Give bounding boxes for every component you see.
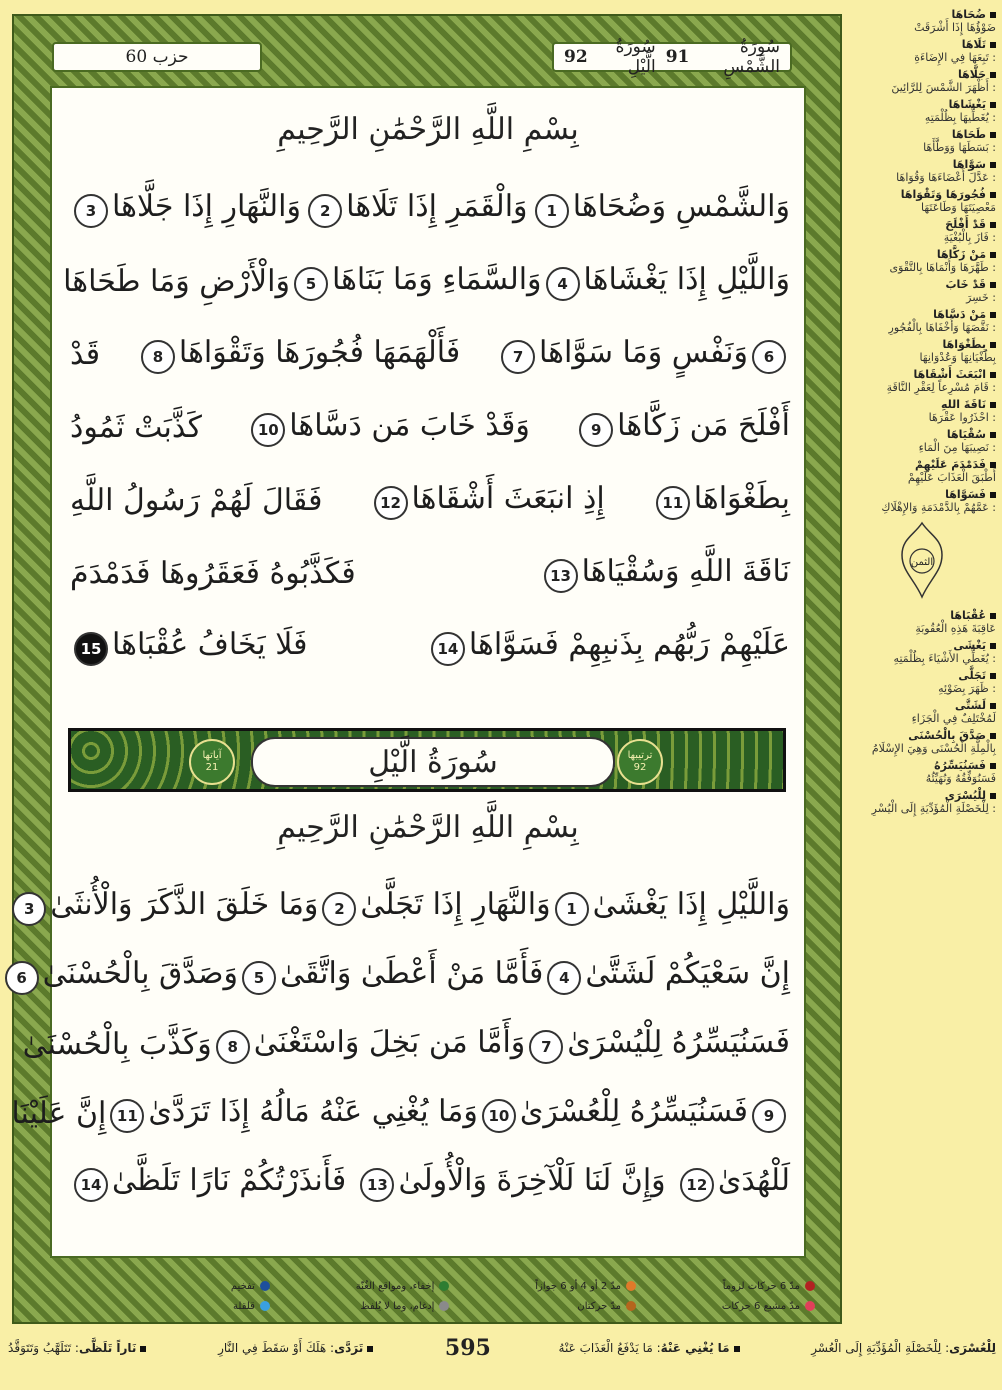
verse-text: وَكَذَّبَ بِالْحُسْنَىٰ [22, 1027, 212, 1062]
verse-segment [356, 1163, 665, 1202]
verse-segment [543, 956, 790, 995]
glossary-definition: : يُغَطِّي الأَشْيَاءَ بِظُلْمَتِهِ [893, 652, 996, 665]
ayah-number-marker: 6 [5, 961, 39, 995]
ayah-number-marker: 14 [431, 632, 465, 666]
thumn-ornament-icon [892, 521, 952, 601]
ayah-number-marker: 12 [374, 486, 408, 520]
glossary-word: قَدْ خَابَ [945, 278, 986, 291]
ayah-number-marker: 12 [680, 1168, 714, 1202]
verse-text: وَأَمَّا مَن بَخِلَ وَاسْتَغْنَىٰ [253, 1025, 526, 1060]
glossary-definition: بِطُغْيَانِهَا وَعُدْوَانِهَا [919, 351, 996, 364]
legend-color-dot [626, 1301, 636, 1311]
glossary-word: فَدَمْدَمَ عَلَيْهِمْ [915, 458, 986, 471]
verse-text: وَاللَّيْلِ إِذَا يَغْشَاهَا [583, 262, 790, 297]
hizb-label [52, 42, 262, 72]
verse-segment [1, 956, 238, 995]
glossary-definition: : عَدَّلَ أَعْضَاءَهَا وَقُوَاهَا [896, 171, 996, 184]
verse-text: فَسَنُيَسِّرُهُ لِلْيُسْرَىٰ [567, 1025, 790, 1060]
ayah-number-marker: 10 [482, 1099, 516, 1133]
footer-gloss-2: مَا يُغْنِي عَنْهُ: مَا يَدْفَعُ الْعَذَابَ عَنْهُ [559, 1341, 744, 1355]
glossary-word: تَلَاهَا [961, 38, 986, 51]
lail-line [16, 941, 790, 1010]
verse-text: أَفْلَحَ مَن زَكَّاهَا [617, 408, 790, 443]
glossary-definition: : قَامَ مُسْرِعاً لِعَقْرِ النَّاقَةِ [886, 381, 996, 394]
glossary-word: نَاقَةَ اللهِ [940, 398, 986, 411]
ayah-number-marker: 7 [501, 340, 535, 374]
legend-label: مدّ مشبع 6 حركات [721, 1300, 800, 1312]
glossary-entry [848, 609, 996, 636]
glossary-word: فَسَنُيَسِّرُهُ [934, 759, 986, 772]
legend-label: مدّ 6 حركات لزوماً [722, 1280, 800, 1292]
legend-label: إخفاء، ومواقع الغُنّة [355, 1280, 435, 1292]
glossary-word: لَشَتَّى [955, 699, 986, 712]
verse-text: فَأَلْهَمَهَا فُجُورَهَا وَتَقْوَاهَا [178, 335, 461, 370]
ayah-number-marker: 4 [546, 267, 580, 301]
verse-text: وَالنَّهَارِ إِذَا تَجَلَّىٰ [360, 887, 551, 922]
glossary-definition: : نَقَّصَهَا وَأَخْفَاهَا بِالْفُجُورِ [888, 321, 996, 334]
verse-segment [304, 189, 527, 228]
verse-text: فَأَنذَرْتُكُمْ نَارًا تَلَظَّىٰ [112, 1163, 347, 1198]
verse-text: إِنَّ سَعْيَكُمْ لَشَتَّىٰ [585, 956, 790, 991]
verse-segment [212, 1025, 526, 1064]
glossary-word: قَدْ أَفْلَحَ [945, 218, 986, 231]
glossary-definition: : فَازَ بِالْبُغْيَةِ [943, 231, 996, 244]
bismillah-lail: بِسْمِ اللَّهِ الرَّحْمَٰنِ الرَّحِيمِ [277, 810, 579, 845]
verse-segment [318, 887, 550, 926]
glossary-entry [848, 308, 996, 335]
glossary-entry [848, 639, 996, 666]
verse-text: فَكَذَّبُوهُ فَعَقَرُوهَا فَدَمْدَمَ [70, 556, 356, 591]
glossary-entry [848, 488, 996, 515]
lail-line [22, 1010, 790, 1079]
verse-segment [497, 335, 790, 374]
glossary-definition: فَسَنُوَفِّقُهُ وَنُهَيِّئُهُ [925, 772, 996, 785]
glossary-definition: أَطْبَقَ الْعَذَابَ عَلَيْهِمْ [907, 471, 996, 484]
footer-gloss-1: لِلْعُسْرَى: لِلْخَصْلَةِ الْمُؤَدِّيَةِ إِلَى الْعُسْرِ [811, 1341, 996, 1355]
surah-banner [68, 728, 786, 792]
verse-text: إِذِ انبَعَثَ أَشْقَاهَا [411, 481, 605, 516]
glossary-word: فَسَوَّاهَا [945, 488, 986, 501]
verse-text: قَدْ [70, 337, 101, 372]
verse-segment [531, 189, 790, 228]
verses-lail [11, 872, 790, 1217]
verse-segment [8, 887, 318, 926]
verse-text: إِنَّ عَلَيْنَا [11, 1096, 107, 1131]
ayah-number-marker: 14 [74, 1168, 108, 1202]
verse-segment [290, 262, 542, 301]
verse-text: نَاقَةَ اللَّهِ وَسُقْيَاهَا [581, 554, 790, 589]
legend-item [175, 1296, 270, 1316]
glossary-word: فُجُورَهَا وَتَقْوَاهَا [900, 188, 986, 201]
page-footer [8, 1330, 996, 1366]
legend-item [666, 1276, 815, 1296]
glossary-entry [848, 128, 996, 155]
glossary-entry [848, 248, 996, 275]
surah-b-number: 92 [564, 47, 588, 67]
page-number: 595 [444, 1335, 491, 1361]
legend-color-dot [626, 1281, 636, 1291]
verse-text: وَنَفْسٍ وَمَا سَوَّاهَا [539, 335, 748, 370]
lail-line [23, 872, 790, 941]
glossary-entry [848, 669, 996, 696]
legend-item [300, 1276, 450, 1296]
legend-color-dot [439, 1301, 449, 1311]
verse-segment [63, 264, 290, 299]
verse-segment [676, 1163, 790, 1202]
thumn-ornament [892, 521, 952, 601]
verse-segment [70, 556, 356, 591]
shams-line [70, 537, 790, 610]
ayah-number-marker: 5 [294, 267, 328, 301]
legend-label: إدغام، وما لا يُلفظ [360, 1300, 435, 1312]
surah-order-medal: ترتيبها 92 [617, 739, 663, 785]
verse-segment [11, 1096, 106, 1131]
verse-text: فَأَمَّا مَنْ أَعْطَىٰ وَاتَّقَىٰ [279, 956, 544, 991]
verse-segment [106, 1094, 478, 1133]
glossary-entry [848, 338, 996, 365]
legend-label: تفخيم [230, 1280, 255, 1292]
ayah-number-marker: 5 [242, 961, 276, 995]
shams-line [70, 172, 790, 245]
ayah-number-marker: 3 [74, 194, 108, 228]
verses-shams [63, 172, 790, 683]
verse-segment [70, 483, 322, 518]
ayah-number-marker: 8 [141, 340, 175, 374]
ayah-number-marker: 6 [752, 340, 786, 374]
legend-color-dot [260, 1281, 270, 1291]
ayah-number-marker: 15 [74, 632, 108, 666]
glossary-entry [848, 68, 996, 95]
ayah-number-marker: 11 [656, 486, 690, 520]
shams-line [70, 391, 790, 464]
ayah-number-marker: 8 [216, 1030, 250, 1064]
glossary-word: تَجَلَّى [958, 669, 986, 682]
glossary-definition: : ظَهَرَ بِضَوْئِهِ [938, 682, 996, 695]
glossary-entry [848, 8, 996, 35]
surah-a-name: سُورَةُ الشَّمْسِ [723, 37, 780, 77]
ayah-number-marker: 11 [110, 1099, 144, 1133]
verse-segment [370, 481, 605, 520]
glossary-definition: : عَمَّهُمْ بِالدَّمْدَمَةِ وَالإِهْلَاكِ [881, 501, 996, 514]
lail-line [70, 1148, 790, 1217]
glossary-entry [848, 38, 996, 65]
glossary-definition: : تَبِعَهَا فِي الإِضَاءَةِ [914, 51, 996, 64]
verse-segment [575, 408, 790, 447]
legend-color-dot [439, 1281, 449, 1291]
verse-segment [247, 408, 530, 447]
glossary-entry [848, 278, 996, 305]
surah-b-name: سُورَةُ الَّيْلِ [615, 37, 656, 77]
ayah-number-marker: 10 [251, 413, 285, 447]
verse-text: وَمَا خَلَقَ الذَّكَرَ وَالْأُنثَىٰ [50, 887, 319, 922]
glossary-word: ضُحَاهَا [951, 8, 986, 21]
verse-text: لَلْهُدَىٰ [717, 1163, 790, 1198]
legend-color-dot [805, 1301, 815, 1311]
surah-banner-title: سُورَةُ الَّيْلِ [251, 737, 615, 787]
glossary-definition: : نَصِيبَهَا مِنَ الْمَاءِ [918, 441, 996, 454]
verse-segment [70, 189, 301, 228]
glossary-word: سُقْيَاهَا [946, 428, 986, 441]
glossary-word: لِلْيُسْرَى [944, 789, 986, 802]
glossary-word: مَنْ دَسَّاهَا [933, 308, 986, 321]
glossary-definition: : أَظْهَرَ الشَّمْسَ لِلرَّائِينَ [891, 81, 996, 94]
verse-segment [70, 627, 308, 666]
glossary-definition: بِالْمِلَّةِ الْحُسْنَى وَهِيَ الإِسْلَامُ [871, 742, 996, 755]
glossary-entry [848, 398, 996, 425]
glossary-word: انْبَعَثَ أَشْقَاهَا [913, 368, 986, 381]
verse-text: وَقَدْ خَابَ مَن دَسَّاهَا [289, 408, 530, 443]
ayah-number-marker: 2 [322, 892, 356, 926]
glossary-definition: مَعْصِيَتَهَا وَطَاعَتَهَا [920, 201, 996, 214]
glossary-entry [848, 789, 996, 816]
verse-text: وَاللَّيْلِ إِذَا يَغْشَىٰ [592, 887, 790, 922]
legend-label: مدّ 2 أو 4 أو 6 جوازاً [535, 1280, 622, 1292]
surah-names-box [552, 37, 792, 77]
lail-line [11, 1079, 790, 1148]
glossary-entry [848, 759, 996, 786]
svg-text:الثمن: الثمن [910, 557, 934, 568]
glossary-entry [848, 699, 996, 726]
ayah-number-marker: 13 [360, 1168, 394, 1202]
verse-text: وَإِنَّ لَنَا لَلْآخِرَةَ وَالْأُولَىٰ [398, 1163, 666, 1198]
footer-gloss-3: تَرَدَّى: هَلَكَ أَوْ سَقَطَ فِي النَّارِ [218, 1341, 377, 1355]
verse-text: بِطَغْوَاهَا [693, 481, 790, 516]
ayah-number-marker: 9 [752, 1099, 786, 1133]
legend-label: قلقلة [233, 1300, 255, 1312]
verse-text: وَصَدَّقَ بِالْحُسْنَىٰ [42, 956, 238, 991]
glossary-entry [848, 729, 996, 756]
verse-text: وَالْأَرْضِ وَمَا طَحَاهَا [63, 264, 290, 299]
glossary-definition: : احْذَرُوا عَقْرَهَا [928, 411, 996, 424]
verse-text: عَلَيْهِمْ رَبُّهُم بِذَنبِهِمْ فَسَوَّاهَا [468, 627, 790, 662]
legend-item [300, 1296, 450, 1316]
verse-segment [70, 337, 100, 372]
surah-a-number: 91 [665, 47, 690, 67]
footer-gloss-4: نَاراً تَلَظَّى: تَتَلَهَّبُ وَتَتَوَقَّدُ [8, 1341, 150, 1355]
glossary-word: يَغْشَى [953, 639, 986, 652]
glossary-word: يَغْشَاهَا [948, 98, 986, 111]
tajweed-legend [175, 1276, 815, 1320]
ayah-number-marker: 4 [547, 961, 581, 995]
verse-segment [23, 1027, 212, 1062]
verse-segment [478, 1094, 790, 1133]
glossary-word: سَوَّاهَا [952, 158, 986, 171]
ayah-number-marker: 7 [529, 1030, 563, 1064]
verse-segment [551, 887, 790, 926]
verse-text: وَالْقَمَرِ إِذَا تَلَاهَا [346, 189, 528, 224]
legend-item [666, 1296, 815, 1316]
glossary-entry [848, 428, 996, 455]
verse-text: وَالسَّمَاءِ وَمَا بَنَاهَا [331, 262, 542, 297]
glossary-entry [848, 158, 996, 185]
glossary-word: مَنْ زَكَّاهَا [936, 248, 986, 261]
glossary-definition: : لِلْخَصْلَةِ الْمُؤَدِّيَةِ إِلَى الْيُسْرِ [871, 802, 996, 815]
verse-text: كَذَّبَتْ ثَمُودُ [70, 410, 202, 445]
verse-text: فَلَا يَخَافُ عُقْبَاهَا [112, 627, 308, 662]
verse-text: فَسَنُيَسِّرُهُ لِلْعُسْرَىٰ [519, 1094, 748, 1129]
legend-color-dot [260, 1301, 270, 1311]
verse-text: وَالنَّهَارِ إِذَا جَلَّاهَا [112, 189, 301, 224]
ayah-number-marker: 3 [12, 892, 46, 926]
ayah-count-medal: آياتها 21 [189, 739, 235, 785]
legend-item [479, 1296, 636, 1316]
glossary-sidebar [848, 8, 996, 819]
verse-segment [427, 627, 790, 666]
glossary-definition: : يُغَطِّيهَا بِظُلْمَتِهِ [924, 111, 996, 124]
verse-segment [652, 481, 790, 520]
glossary-entry [848, 218, 996, 245]
glossary-word: جَلَّاهَا [957, 68, 986, 81]
legend-item [175, 1276, 270, 1296]
hizb-text: حزب 60 [125, 47, 189, 67]
glossary-definition: : بَسَطَهَا وَوَطَّأَهَا [923, 141, 996, 154]
shams-line [63, 245, 790, 318]
glossary-word: بِطَغْوَاهَا [942, 338, 986, 351]
glossary-entry [848, 368, 996, 395]
ayah-number-marker: 1 [555, 892, 589, 926]
legend-item [479, 1276, 636, 1296]
page-header [52, 37, 792, 77]
shams-line [70, 318, 790, 391]
glossary-definition: : طَهَّرَهَا وَأَنْمَاهَا بِالتَّقْوَى [889, 261, 996, 274]
verse-text: فَقَالَ لَهُمْ رَسُولُ اللَّهِ [70, 483, 323, 518]
verse-text: وَمَا يُغْنِي عَنْهُ مَالُهُ إِذَا تَرَدَّىٰ [148, 1094, 478, 1129]
verse-segment [525, 1025, 790, 1064]
glossary-entry [848, 188, 996, 215]
verse-segment [70, 410, 202, 445]
verse-segment [137, 335, 460, 374]
ayah-number-marker: 1 [535, 194, 569, 228]
bismillah-top: بِسْمِ اللَّهِ الرَّحْمَٰنِ الرَّحِيمِ [277, 112, 579, 147]
glossary-word: طَحَاهَا [951, 128, 986, 141]
glossary-definition: لَمُخْتَلِفٌ فِي الْجَزَاءِ [911, 712, 996, 725]
glossary-entry [848, 458, 996, 485]
glossary-word: صَدَّقَ بِالْحُسْنَى [908, 729, 986, 742]
verse-segment [70, 1163, 346, 1202]
legend-label: مدّ حركتان [577, 1300, 622, 1312]
legend-color-dot [805, 1281, 815, 1291]
glossary-definition: : خَسِرَ [966, 291, 996, 304]
glossary-definition: عَاقِبَةَ هَذِهِ الْعُقُوبَةِ [915, 622, 996, 635]
shams-line [70, 464, 790, 537]
ayah-number-marker: 13 [544, 559, 578, 593]
verse-segment [542, 262, 790, 301]
glossary-definition: ضَوْؤُهَا إِذَا أَشْرَقَتْ [914, 21, 996, 34]
ayah-number-marker: 9 [579, 413, 613, 447]
verse-text: وَالشَّمْسِ وَضُحَاهَا [572, 189, 790, 224]
ayah-number-marker: 2 [308, 194, 342, 228]
verse-segment [238, 956, 543, 995]
shams-line [70, 610, 790, 683]
glossary-word: عُقْبَاهَا [950, 609, 986, 622]
glossary-entry [848, 98, 996, 125]
verse-segment [540, 554, 790, 593]
